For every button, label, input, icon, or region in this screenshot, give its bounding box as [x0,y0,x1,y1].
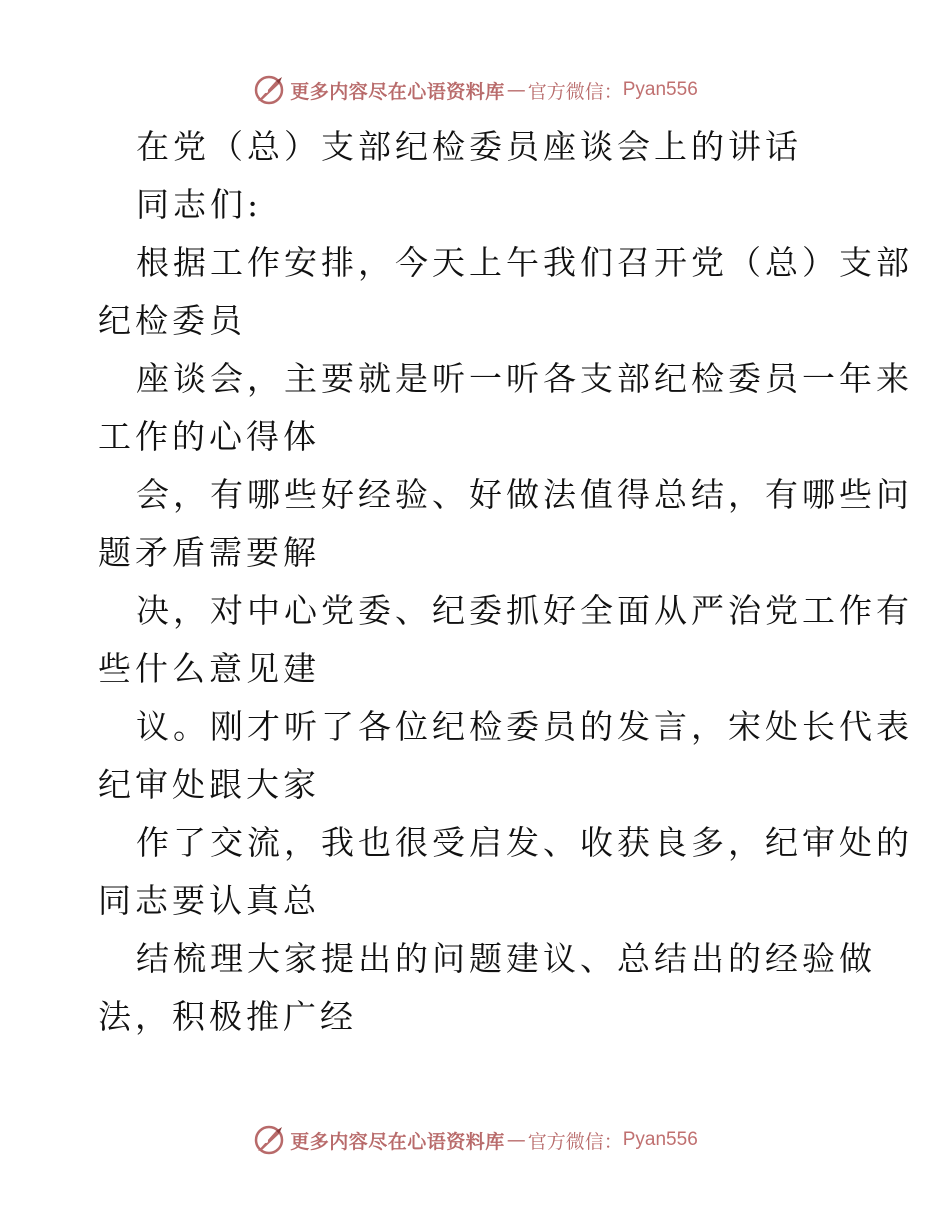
salutation: 同志们: [136,185,263,224]
document-body [98,118,913,1046]
watermark-main-text: 更多内容尽在心语资料库 [290,1130,505,1153]
paragraph-line: 题矛盾需要解 [98,533,320,572]
paragraph-line: 同志要认真总 [98,881,320,920]
feather-pen-logo-icon [252,1123,286,1157]
watermark-dash: — [506,1129,526,1151]
paragraph-line: 座谈会，主要就是听一听各支部纪检委员一年来 [136,359,913,398]
paragraph-line: 决，对中心党委、纪委抓好全面从严治党工作有 [136,591,913,630]
paragraph-line: 会，有哪些好经验、好做法值得总结，有哪些问 [136,475,913,514]
paragraph-line: 工作的心得体 [98,417,320,456]
footer-watermark [0,1120,950,1160]
paragraph-line: 些什么意见建 [98,649,320,688]
watermark-main-text: 更多内容尽在心语资料库 [290,80,505,103]
watermark-wechat-label: 官方微信： [527,1130,623,1153]
document-title: 在党（总）支部纪检委员座谈会上的讲话 [136,127,802,166]
watermark-dash: — [506,79,526,101]
paragraph-line: 根据工作安排，今天上午我们召开党（总）支部 [136,243,913,282]
feather-pen-logo-icon [252,73,286,107]
header-watermark [0,70,950,110]
paragraph-line: 议。刚才听了各位纪检委员的发言，宋处长代表 [136,707,913,746]
paragraph-line: 作了交流，我也很受启发、收获良多，纪审处的 [136,823,913,862]
watermark-wechat-id: Pyan556 [622,79,698,100]
paragraph-line: 结梳理大家提出的问题建议、总结出的经验做 [136,939,876,978]
watermark-wechat-label: 官方微信： [527,80,623,103]
paragraph-line: 纪检委员 [98,301,246,340]
paragraph-line: 纪审处跟大家 [98,765,320,804]
paragraph-line: 法，积极推广经 [98,997,357,1036]
watermark-wechat-id: Pyan556 [622,1129,698,1150]
